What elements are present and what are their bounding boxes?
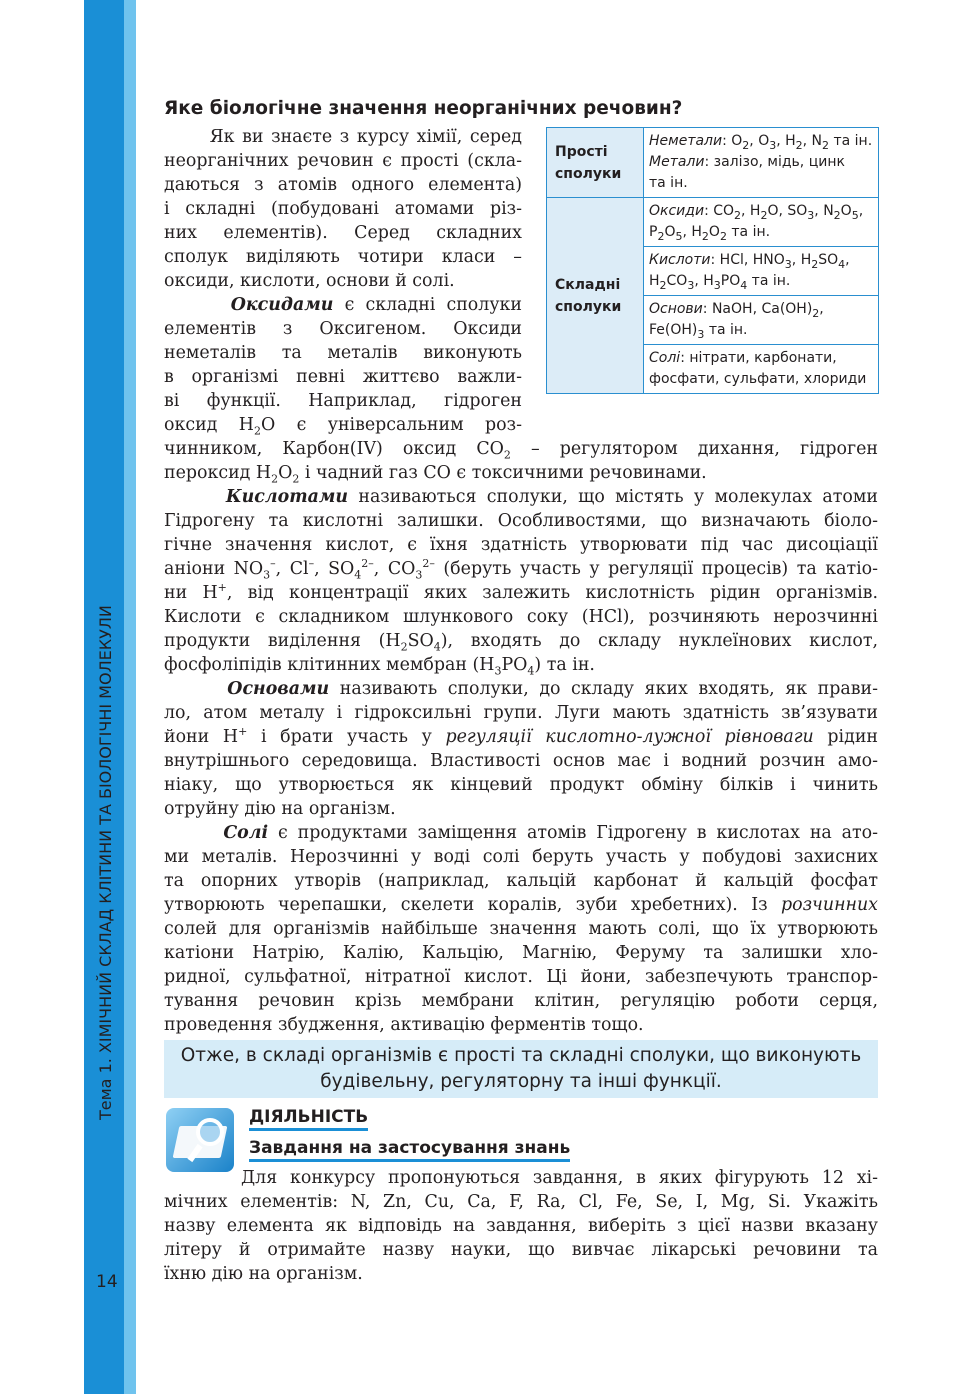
simple-compounds-examples: Неметали: $O_2$, $O_3$, $H_2$, $N_2$ та ін. Метали: залізо, мідь, цинк та ін. bbox=[644, 128, 879, 198]
bases-examples: Основи: NaOH, $Ca(OH)_2$, $Fe(OH)_3$ та ін. bbox=[644, 296, 879, 345]
activity-title: ДІЯЛЬНІСТЬ bbox=[249, 1107, 368, 1131]
paragraph-bases: Основами називають сполуки, до складу яких входять, як прави- ло, атом металу і гідроксильні групи. Луги мають здатність зв’язувати йони H+ і брати участь у регуляції кислотно-лужної рівноваги рідин внутрішнього середовища. Властивості основ має і водний розчин амо- ніаку, що утворюється як кінцевий продукт обміну білків і чинить отруйну дію на організм. bbox=[164, 679, 879, 819]
paragraph-oxides: Оксидами є складні сполуки елементів з Оксигеном. Оксиди неметалів та металів виконують в організмі певні життєво важли- ві функції. Наприклад, гідроген оксид $H_2O$ є універсальним роз- bbox=[164, 295, 523, 438]
sidebar bbox=[0, 0, 124, 1394]
magnifier-icon bbox=[196, 1118, 224, 1146]
paragraph-intro: Як ви знаєте з курсу хімії, серед неорганічних речовин є прості (скла- даються з атомів одного елемента) і складні (побудовані атомами різ- них елементів). Серед складних сполук виділяють чотири класи – оксиди, кислоти, основи й солі. bbox=[164, 127, 522, 291]
activity-subtitle: Завдання на застосування знань bbox=[249, 1138, 570, 1162]
acids-examples: Кислоти: HCl, $HNO_3$, $H_2SO_4$, $H_2CO_3$, $H_3PO_4$ та ін. bbox=[644, 247, 879, 296]
sidebar-stripe-light bbox=[124, 0, 136, 1394]
page-number: 14 bbox=[96, 1272, 118, 1292]
topic-title: Тема 1. ХІМІЧНИЙ СКЛАД КЛІТИНИ ТА БІОЛОГІЧНІ МОЛЕКУЛИ bbox=[96, 605, 115, 1120]
section-heading: Яке біологічне значення неорганічних речовин? bbox=[164, 98, 683, 119]
paragraph-oxides-cont: чинником, Карбон(IV) оксид $CO_2$ – регулятором дихання, гідроген пероксид $H_2O_2$ і чадний газ CO є токсичними речовинами. bbox=[164, 439, 878, 486]
summary-box bbox=[164, 1040, 878, 1098]
paragraph-task: Для конкурсу пропонуються завдання, в яких фігурують 12 хі- мічних елементів: N, Zn, Cu, Ca, F, Ra, Cl, Fe, Se, I, Mg, Si. Укажіть назву елемента як відповідь на завдання, виберіть з цієї назви вказану літеру й отримайте назву науки, що вивчає лікарські речовини та їхню дію на організм. bbox=[164, 1168, 878, 1284]
compounds-table bbox=[546, 127, 879, 394]
complex-compounds-cell: Складні сполуки bbox=[547, 198, 644, 394]
summary-line-2: будівельну, регуляторну та інші функції. bbox=[320, 1071, 722, 1092]
oxides-examples: Оксиди: $CO_2$, $H_2O$, $SO_3$, $N_2O_5$, $P_2O_5$, $H_2O_2$ та ін. bbox=[644, 198, 879, 247]
activity-icon bbox=[166, 1108, 234, 1172]
paragraph-salts: Солі є продуктами заміщення атомів Гідрогену в кислотах на ато- ми металів. Нерозчинні у воді солі беруть участь у побудові захисних та опорних утворів (наприклад, кальцій карбонат й кальцій фосфат утворюють черепашки, скелети коралів, зуби хребетних). Із розчинних солей для організмів найбільше значення мають солі, що їх утворюють катіони Натрію, Калію, Кальцію, Магнію, Феруму та залишки хло- ридної, сульфатної, нітратної кислот. Ці йони, забезпечують транспор- тування речовин крізь мембрани клітин, регуляцію роботи серця, проведення збудження, активацію ферментів тощо. bbox=[164, 823, 878, 1035]
salts-examples: Солі: нітрати, карбонати, фосфати, сульфати, хлориди bbox=[644, 345, 879, 394]
summary-line-1: Отже, в складі організмів є прості та складні сполуки, що виконують bbox=[180, 1045, 862, 1066]
paragraph-acids: Кислотами називаються сполуки, що містять у молекулах атоми Гідрогену та кислотні залишки. Особливостями, що визначають біоло- гічне значення кислот, є їхня здатність утворювати під час дисоціації аніони $NO_3^-$, Cl–, $SO_4^{2-}$, $CO_3^{2-}$ (беруть участь у регуляції процесів) та катіо- ни H+, від концентрації яких залежить кислотність рідин організмів. Кислоти є складником шлункового соку (HCl), розчиняють нерозчинні продукти виділення $(H_2SO_4)$, входять до складу нуклеїнових кислот, фосфоліпідів клітинних мембран $(H_3PO_4)$ та ін. bbox=[164, 487, 878, 678]
simple-compounds-cell: Прості сполуки bbox=[547, 128, 644, 198]
